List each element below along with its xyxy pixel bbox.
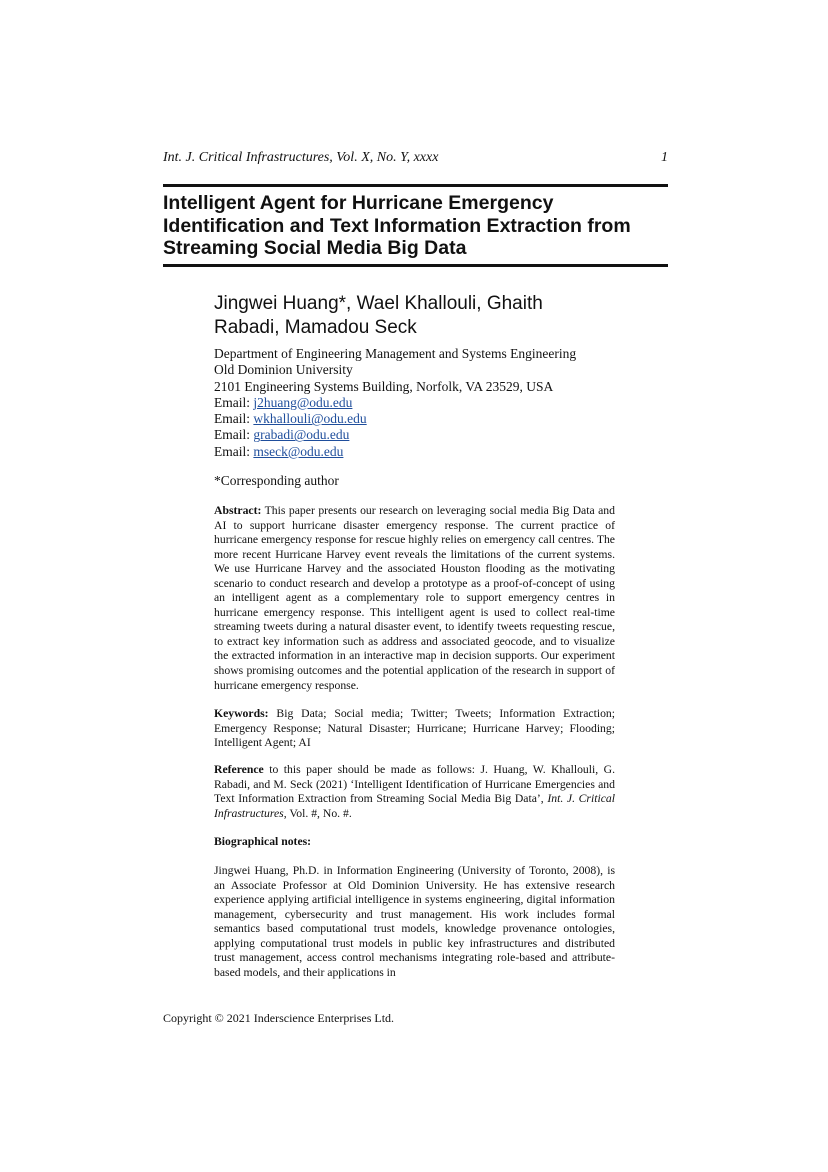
email-line <box>214 444 634 460</box>
abstract-text: This paper presents our research on leveraging social media Big Data and AI to support hurricane disaster emergency response. The current practice of hurricane emergency response for rescue highly relies on emergency call centres. The more recent Hurricane Harvey event reveals the limitations of the current systems. We use Hurricane Harvey and the associated Houston flooding as the motivating scenario to conduct research and develop a prototype as a proof-of-concept of using an intelligent agent as a complementary role to support emergency centres in hurricane emergency response. This intelligent agent is used to collect real-time streaming tweets during a natural disaster event, to identify tweets requesting rescue, to extract key information such as address and associated geocode, and to visualize the extracted information in an interactive map in decision supports. Our experiment shows promising outcomes and the potential application of the research in support of hurricane emergency response. <box>214 504 615 692</box>
department: Department of Engineering Management and Systems Engineering <box>214 346 577 361</box>
biographical-notes: Jingwei Huang, Ph.D. in Information Engineering (University of Toronto, 2008), is an Associate Professor at Old Dominion University. He has extensive research experience applying artificial intelligence in systems engineering, digital information management, cybersecurity and trust management. His work includes formal semantics based computational trust models, knowledge provenance ontologies, applying computational trust models in public key infrastructures and distributed trust management, access control mechanisms integrating role-based and attribute-based models, and their applications in <box>214 864 615 979</box>
biographical-notes-heading: Biographical notes: <box>214 835 312 848</box>
page-number: 1 <box>661 150 668 165</box>
paper-title: Intelligent Agent for Hurricane Emergency Identification and Text Information Extraction from Streaming Social Media Big Data <box>163 192 631 259</box>
email-line <box>214 411 634 427</box>
email-link[interactable]: mseck@odu.edu <box>253 443 344 459</box>
abstract-label: Abstract: <box>214 504 262 517</box>
running-head <box>163 150 668 166</box>
email-line <box>214 395 634 411</box>
email-label: Email: <box>214 443 254 459</box>
corresponding-author-note: *Corresponding author <box>214 473 339 488</box>
email-link[interactable]: grabadi@odu.edu <box>253 427 350 443</box>
title-rule-top <box>163 184 668 187</box>
keywords-text: Big Data; Social media; Twitter; Tweets; Information Extraction; Emergency Response; Natural Disaster; Hurricane; Hurricane Harvey; Flooding; Intelligent Agent; AI <box>214 707 616 750</box>
abstract <box>214 504 615 693</box>
university: Old Dominion University <box>214 362 353 378</box>
email-link[interactable]: j2huang@odu.edu <box>253 394 353 410</box>
email-label: Email: <box>214 394 254 410</box>
reference-text: to this paper should be made as follows: J. Huang, W. Khallouli, G. Rabadi, and M. Seck (2021) ‘Intelligent Identification of Hurricane Emergencies and Text Information Extraction from Streaming Social Media Big Data’, <box>214 763 616 806</box>
author-list: Jingwei Huang*, Wael Khallouli, Ghaith Rabadi, Mamadou Seck <box>214 293 543 338</box>
address: 2101 Engineering Systems Building, Norfolk, VA 23529, USA <box>214 378 554 394</box>
keywords <box>214 707 615 751</box>
journal-citation: Int. J. Critical Infrastructures, Vol. X, No. Y, xxxx <box>163 150 439 165</box>
keywords-label: Keywords: <box>214 707 269 720</box>
email-label: Email: <box>214 411 254 427</box>
email-link[interactable]: wkhallouli@odu.edu <box>253 411 367 427</box>
reference-note <box>214 763 615 821</box>
email-line <box>214 427 634 443</box>
title-rule-bottom <box>163 264 668 267</box>
reference-text-end: , Vol. #, No. #. <box>283 806 352 820</box>
affiliation-block <box>214 346 634 460</box>
email-label: Email: <box>214 427 254 443</box>
reference-label: Reference <box>214 763 264 776</box>
reference-journal: Int. J. Critical Infrastructures <box>214 792 615 820</box>
copyright-notice: Copyright © 2021 Inderscience Enterprises Ltd. <box>163 1011 395 1025</box>
